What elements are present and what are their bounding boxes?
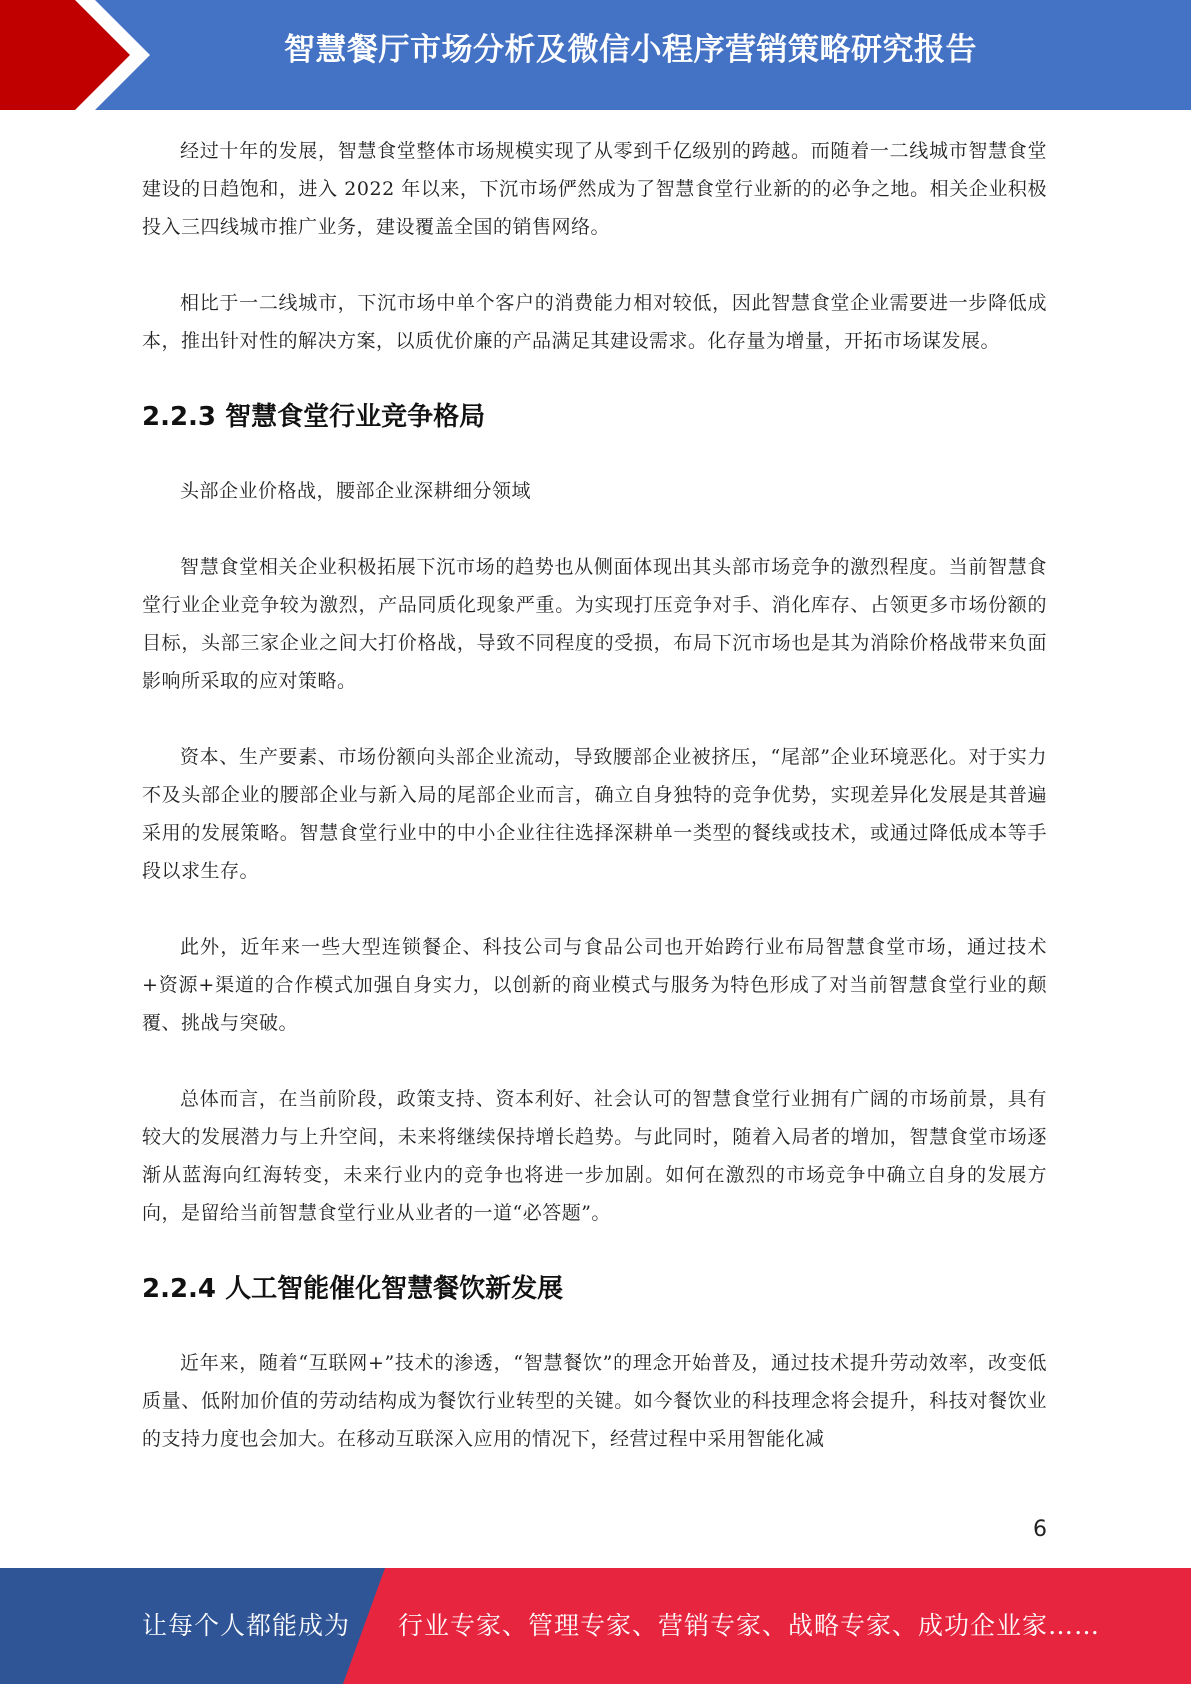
paragraph-overall-outlook: 总体而言，在当前阶段，政策支持、资本利好、社会认可的智慧食堂行业拥有广阔的市场前景，具有较大的发展潜力与上升空间，未来将继续保持增长趋势。与此同时，随着入局者的增加，智慧食堂市场逐渐从蓝海向红海转变，未来行业内的竞争也将进一步加剧。如何在激烈的市场竞争中确立自身的发展方向，是留给当前智慧食堂行业从业者的一道“必答题”。: [142, 1088, 1047, 1224]
page-footer: [0, 1568, 1191, 1684]
paragraph-competition-summary: 头部企业价格战，腰部企业深耕细分领域: [180, 480, 532, 502]
section-heading-2-2-3: 2.2.3 智慧食堂行业竞争格局: [142, 402, 486, 432]
paragraph-market-scale: 经过十年的发展，智慧食堂整体市场规模实现了从零到千亿级别的跨越。而随着一二线城市智慧食堂建设的日趋饱和，进入 2022 年以来，下沉市场俨然成为了智慧食堂行业新的的必争之地。相关企业积极投入三四线城市推广业务，建设覆盖全国的销售网络。: [142, 140, 1047, 238]
paragraph-cross-industry: 此外，近年来一些大型连锁餐企、科技公司与食品公司也开始跨行业布局智慧食堂市场，通过技术+资源+渠道的合作模式加强自身实力，以创新的商业模式与服务为特色形成了对当前智慧食堂行业的颠覆、挑战与突破。: [142, 936, 1047, 1034]
page-number: 6: [1033, 1517, 1047, 1542]
section-heading-2-2-4: 2.2.4 人工智能催化智慧餐饮新发展: [142, 1274, 564, 1304]
report-title: 智慧餐厅市场分析及微信小程序营销策略研究报告: [284, 32, 977, 68]
paragraph-lower-tier-market: 相比于一二线城市，下沉市场中单个客户的消费能力相对较低，因此智慧食堂企业需要进一步降低成本，推出针对性的解决方案，以质优价廉的产品满足其建设需求。化存量为增量，开拓市场谋发展。: [142, 292, 1047, 352]
page-content: [142, 132, 1047, 1458]
footer-slogan-left: 让每个人都能成为: [142, 1611, 351, 1640]
paragraph-price-war: 智慧食堂相关企业积极拓展下沉市场的趋势也从侧面体现出其头部市场竞争的激烈程度。当前智慧食堂行业企业竞争较为激烈，产品同质化现象严重。为实现打压竞争对手、消化库存、占领更多市场份额的目标，头部三家企业之间大打价格战，导致不同程度的受损，布局下沉市场也是其为消除价格战带来负面影响所采取的应对策略。: [142, 556, 1047, 692]
page-header: [0, 0, 1191, 110]
footer-slogan-right: 行业专家、管理专家、营销专家、战略专家、成功企业家……: [398, 1611, 1101, 1640]
paragraph-ai-catering: 近年来，随着“互联网+”技术的渗透，“智慧餐饮”的理念开始普及，通过技术提升劳动效率，改变低质量、低附加价值的劳动结构成为餐饮行业转型的关键。如今餐饮业的科技理念将会提升，科技对餐饮业的支持力度也会加大。在移动互联深入应用的情况下，经营过程中采用智能化减: [142, 1352, 1047, 1450]
paragraph-waist-enterprises: 资本、生产要素、市场份额向头部企业流动，导致腰部企业被挤压，“尾部”企业环境恶化。对于实力不及头部企业的腰部企业与新入局的尾部企业而言，确立自身独特的竞争优势，实现差异化发展是其普遍采用的发展策略。智慧食堂行业中的中小企业往往选择深耕单一类型的餐线或技术，或通过降低成本等手段以求生存。: [142, 746, 1047, 882]
